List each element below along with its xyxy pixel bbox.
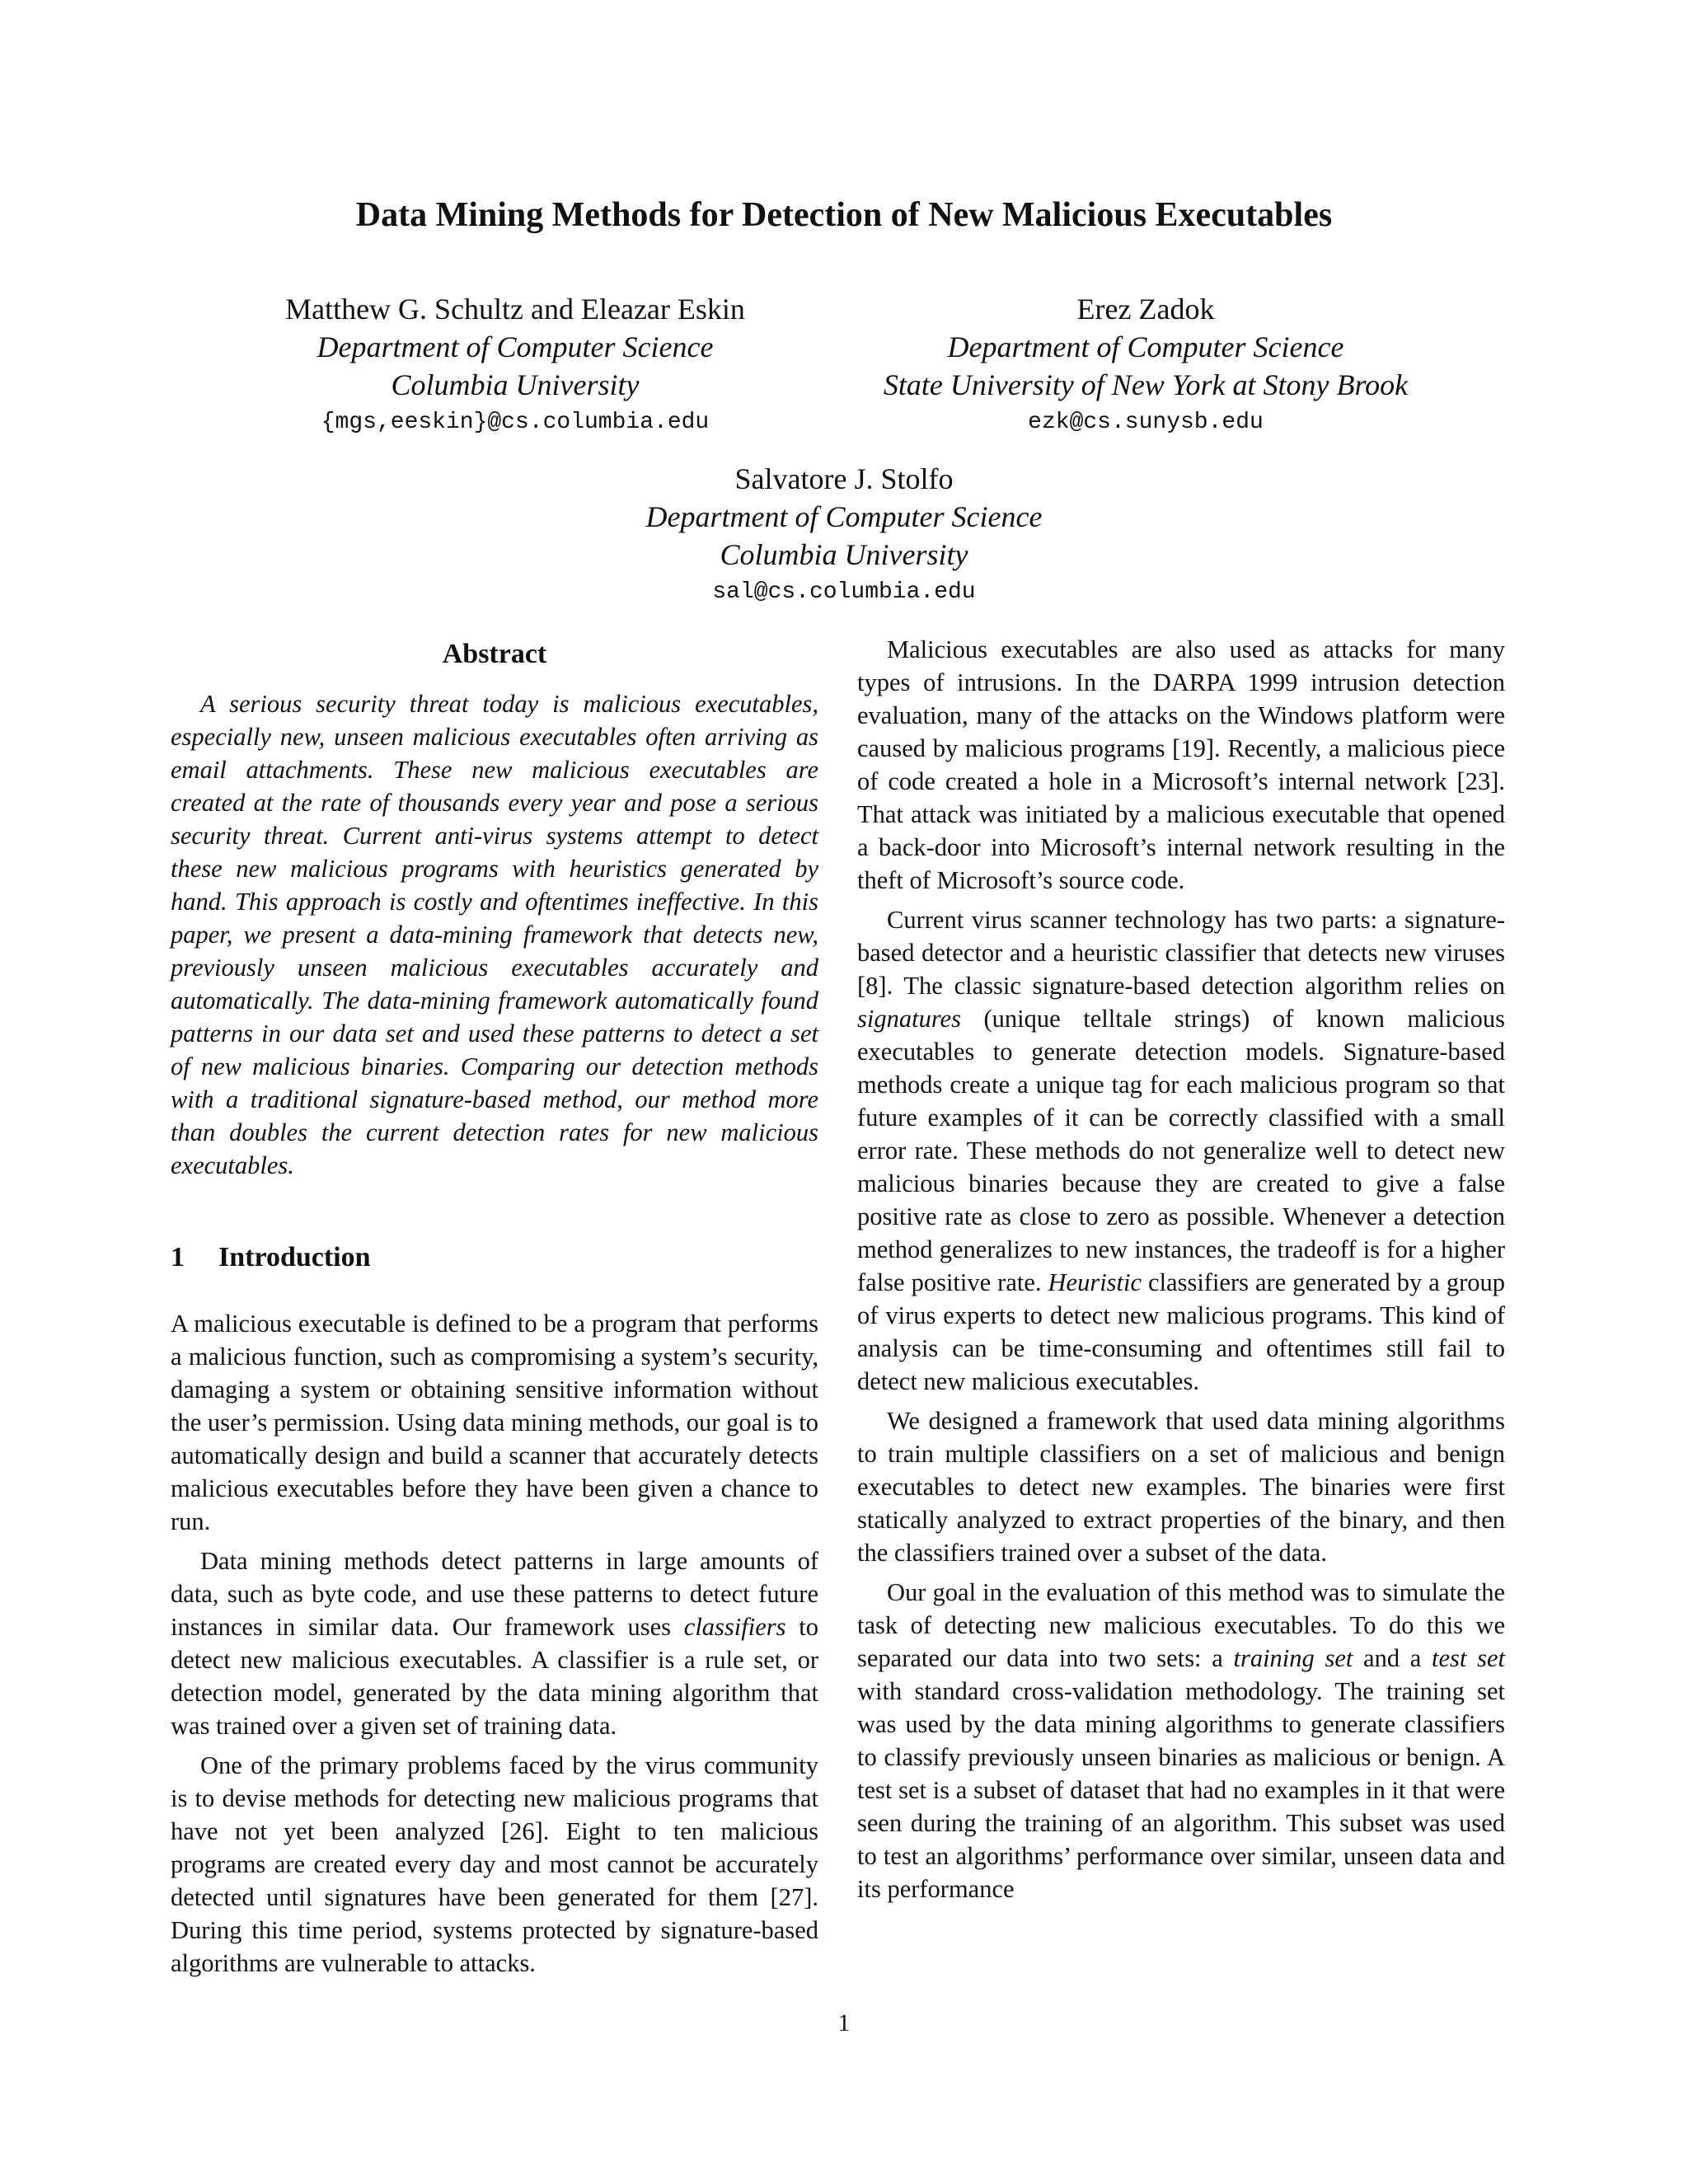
- right-column: [857, 633, 1505, 1912]
- author-institution: Columbia University: [391, 368, 640, 401]
- text-run: with standard cross-validation methodology. The training set was used by the data mining algorithms to generate classifiers to classify previously unseen binaries as malicious or benign. A test set is a subset of dataset that had no examples in it that were seen during the training of an algorithm. This subset was used to test an algorithms’ performance over similar, unseen data and its performance: [857, 1677, 1505, 1903]
- emphasis-text: Heuristic: [1048, 1268, 1142, 1296]
- section-title: Introduction: [218, 1242, 371, 1272]
- text-run: to detect new malicious executables. A classifier is a rule set, or detection model, generated by the data mining algorithm that was trained over a given set of training data.: [171, 1613, 818, 1740]
- author-institution: State University of New York at Stony Brook: [883, 368, 1409, 401]
- section-number: 1: [171, 1242, 185, 1272]
- introduction-heading: [171, 1240, 818, 1276]
- paper-title: Data Mining Methods for Detection of New Malicious Executables: [355, 196, 1333, 234]
- author-email: sal@cs.columbia.edu: [712, 579, 976, 605]
- author-names: Salvatore J. Stolfo: [734, 462, 954, 495]
- text-run: and a: [1353, 1644, 1432, 1672]
- body-paragraph-3: We designed a framework that used data mining algorithms to train multiple classifiers on a set of malicious and benign executables to detect new examples. The binaries were first statically analyzed to extract properties of the binary, and then the classifiers trained over a subset of the data.: [857, 1407, 1505, 1567]
- body-paragraph-4: [857, 1576, 1505, 1905]
- emphasis-text: classifiers: [683, 1613, 786, 1641]
- intro-paragraph-3: One of the primary problems faced by the virus community is to devise methods for detecting new malicious programs that have not yet been analyzed [26]. Eight to ten malicious programs are created every day and most cannot be accurately detected until signatures have been generated for them [27]. During this time period, systems protected by signature-based algorithms are vulnerable to attacks.: [171, 1751, 818, 1977]
- page-number: 1: [837, 2009, 851, 2036]
- intro-paragraph-1: A malicious executable is defined to be a program that performs a malicious function, such as compromising a system’s security, damaging a system or obtaining sensitive information without the user’s permission. Using data mining methods, our goal is to automatically design and build a scanner that accurately detects malicious executables before they have been given a chance to run.: [171, 1310, 818, 1535]
- emphasis-text: training set: [1233, 1644, 1353, 1672]
- abstract-text: A serious security threat today is malicious executables, especially new, unseen malicious executables often arriving as email attachments. These new malicious executables are created at the rate of thousands every year and pose a serious security threat. Current anti-virus systems attempt to detect these new malicious programs with heuristics generated by hand. This approach is costly and oftentimes ineffective. In this paper, we present a data-mining framework that detects new, previously unseen malicious executables accurately and automatically. The data-mining framework automatically found patterns in our data set and used these patterns to detect a set of new malicious binaries. Comparing our detection methods with a traditional signature-based method, our method more than doubles the current detection rates for new malicious executables.: [171, 690, 818, 1179]
- author-department: Department of Computer Science: [316, 330, 714, 363]
- text-run: classifiers are generated by a group of virus experts to detect new malicious programs. This kind of analysis can be time-consuming and oftentimes still fail to detect new malicious executables.: [857, 1268, 1505, 1395]
- author-department: Department of Computer Science: [645, 500, 1043, 533]
- body-paragraph-1: Malicious executables are also used as attacks for many types of intrusions. In the DARPA 1999 intrusion detection evaluation, many of the attacks on the Windows platform were caused by malicious programs [19]. Recently, a malicious piece of code created a hole in a Microsoft’s internal network [23]. That attack was initiated by a malicious executable that opened a back-door into Microsoft’s internal network resulting in the theft of Microsoft’s source code.: [857, 635, 1505, 894]
- author-names: Erez Zadok: [1076, 293, 1215, 326]
- body-paragraph-2: [857, 903, 1505, 1398]
- emphasis-text: test set: [1432, 1644, 1505, 1672]
- text-run: Current virus scanner technology has two parts: a signature-based detector and a heuristic classifier that detects new viruses [8]. The classic signature-based detection algorithm relies on: [857, 906, 1505, 1000]
- author-block-stony-brook: [824, 290, 1467, 442]
- emphasis-text: signatures: [857, 1005, 961, 1033]
- text-run: (unique telltale strings) of known malicious executables to generate detection models. Signature-based methods create a unique tag for each malicious program so that future examples of it can be correctly classified with a small error rate. These methods do not generalize well to detect new malicious binaries because they are created to give a false positive rate as close to zero as possible. Whenever a detection method generalizes to new instances, the tradeoff is for a higher false positive rate.: [857, 1005, 1505, 1296]
- text-run: Data mining methods detect patterns in large amounts of data, such as byte code, and use these patterns to detect future instances in similar data. Our framework uses: [171, 1547, 818, 1641]
- author-email: ezk@cs.sunysb.edu: [1028, 410, 1264, 435]
- abstract-heading: Abstract: [442, 639, 547, 669]
- author-block-columbia: [198, 290, 832, 442]
- author-block-stolfo: [514, 460, 1174, 612]
- author-department: Department of Computer Science: [947, 330, 1344, 363]
- intro-paragraph-2: [171, 1544, 818, 1742]
- author-email: {mgs,eeskin}@cs.columbia.edu: [321, 410, 710, 435]
- author-names: Matthew G. Schultz and Eleazar Eskin: [285, 293, 745, 326]
- text-run: Our goal in the evaluation of this method was to simulate the task of detecting new malicious executables. To do this we separated our data into two sets: a: [857, 1578, 1505, 1672]
- left-column: [171, 633, 818, 1986]
- author-institution: Columbia University: [720, 538, 968, 571]
